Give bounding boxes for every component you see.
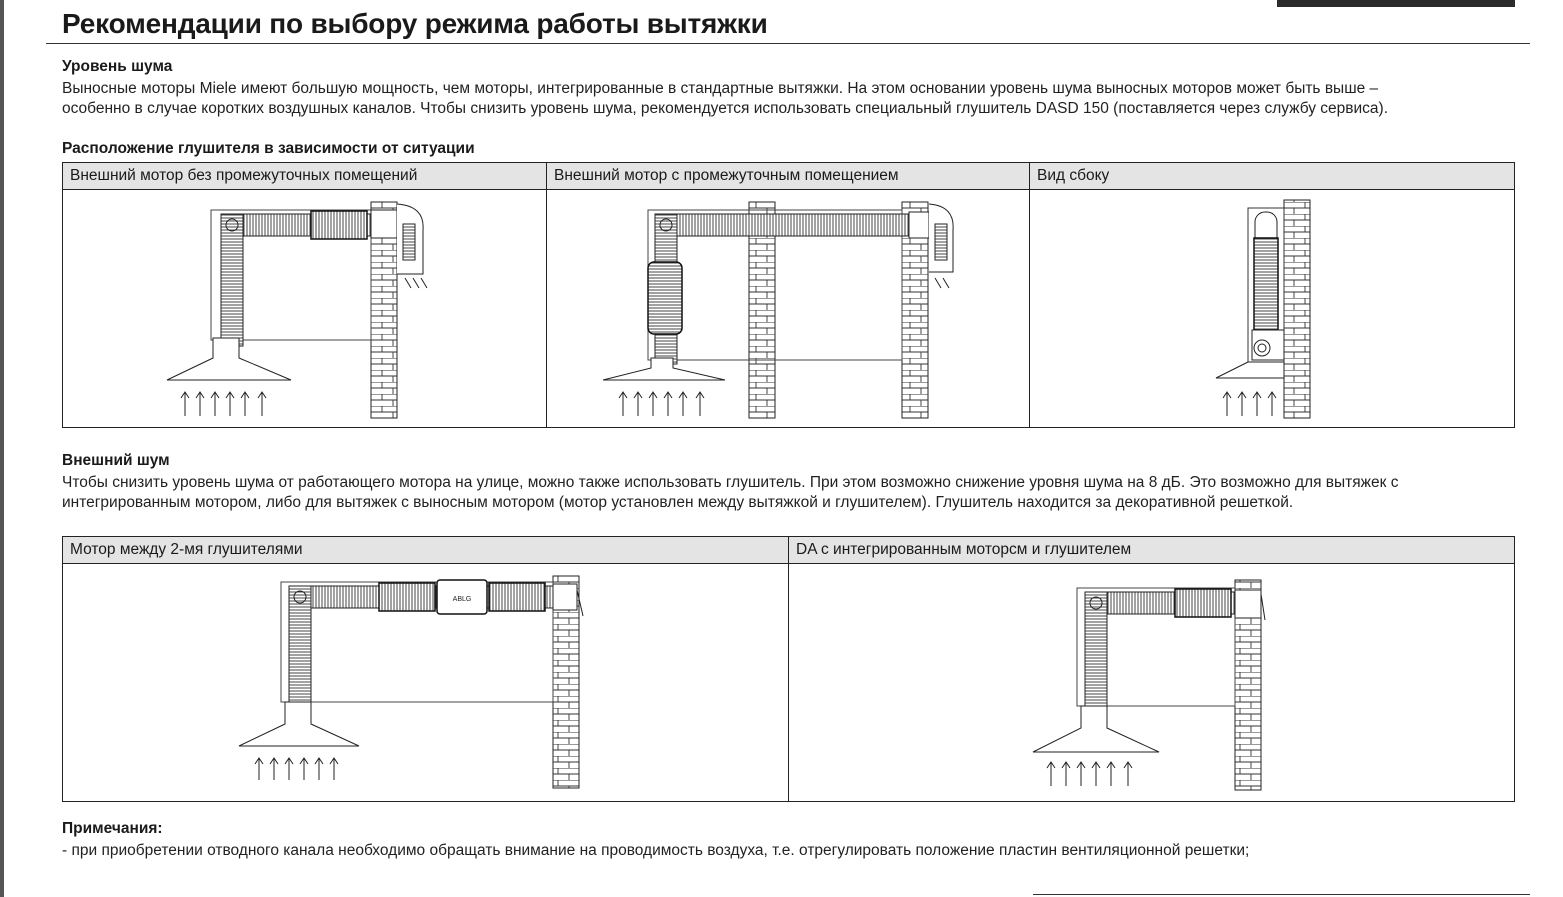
external-noise-table xyxy=(62,536,1515,802)
motor-label: ABLG xyxy=(452,596,472,603)
diagram-motor-between-silencers xyxy=(63,564,787,800)
page-left-edge xyxy=(0,0,4,897)
diagram-cell-side-view xyxy=(1030,190,1515,428)
noise-level-text-2: особенно в случае коротких воздушных каналов. Чтобы снизить уровень шума, рекомендуется использовать специальный глушитель DASD 150 (поставляется через службу сервиса). xyxy=(62,100,1389,117)
diagram-external-motor-no-intermediate xyxy=(63,190,545,426)
noise-level-text-1: Выносные моторы Miele имеют большую мощность, чем моторы, интегрированные в стандартные вытяжки. На этом основании уровень шума выносных моторов может быть выше – xyxy=(62,80,1379,97)
column-header-integrated-motor-silencer: DA с интегрированным моторсм и глушителем xyxy=(789,537,1515,564)
external-noise-heading: Внешний шум xyxy=(62,452,170,469)
silencer-placement-heading: Расположение глушителя в зависимости от ситуации xyxy=(62,140,475,157)
column-header-no-intermediate: Внешний мотор без промежуточных помещений xyxy=(63,163,547,190)
column-header-intermediate-room: Внешний мотор с промежуточным помещением xyxy=(547,163,1030,190)
column-header-motor-between-silencers: Мотор между 2-мя глушителями xyxy=(63,537,789,564)
diagram-cell-integrated-motor-silencer xyxy=(789,564,1515,802)
diagram-cell-no-intermediate xyxy=(63,190,547,428)
diagram-cell-motor-between-silencers xyxy=(63,564,789,802)
header-tab-bar xyxy=(1277,0,1515,7)
footer-divider xyxy=(1033,894,1530,895)
diagram-external-motor-intermediate-room xyxy=(547,190,1028,426)
silencer-placement-table xyxy=(62,162,1515,428)
notes-item-1: - при приобретении отводного канала необходимо обращать внимание на проводимость воздуха, т.е. отрегулировать положение пластин вентиляционной решетки; xyxy=(62,842,1250,859)
column-header-side-view: Вид сбоку xyxy=(1030,163,1515,190)
diagram-integrated-motor-silencer xyxy=(789,564,1513,800)
page-title: Рекомендации по выбору режима работы вытяжки xyxy=(62,8,768,39)
title-divider xyxy=(46,43,1530,44)
noise-level-heading: Уровень шума xyxy=(62,58,173,75)
external-noise-text-1: Чтобы снизить уровень шума от работающего мотора на улице, можно также использовать глушитель. При этом возможно снижение уровня шума на 8 дБ. Это возможно для вытяжек с xyxy=(62,474,1399,491)
diagram-cell-intermediate-room xyxy=(547,190,1030,428)
external-noise-text-2: интегрированным мотором, либо для вытяжек с выносным мотором (мотор установлен между вытяжкой и глушителем). Глушитель находится за декоративной решеткой. xyxy=(62,494,1294,511)
diagram-side-view xyxy=(1030,190,1513,426)
notes-heading: Примечания: xyxy=(62,820,163,837)
